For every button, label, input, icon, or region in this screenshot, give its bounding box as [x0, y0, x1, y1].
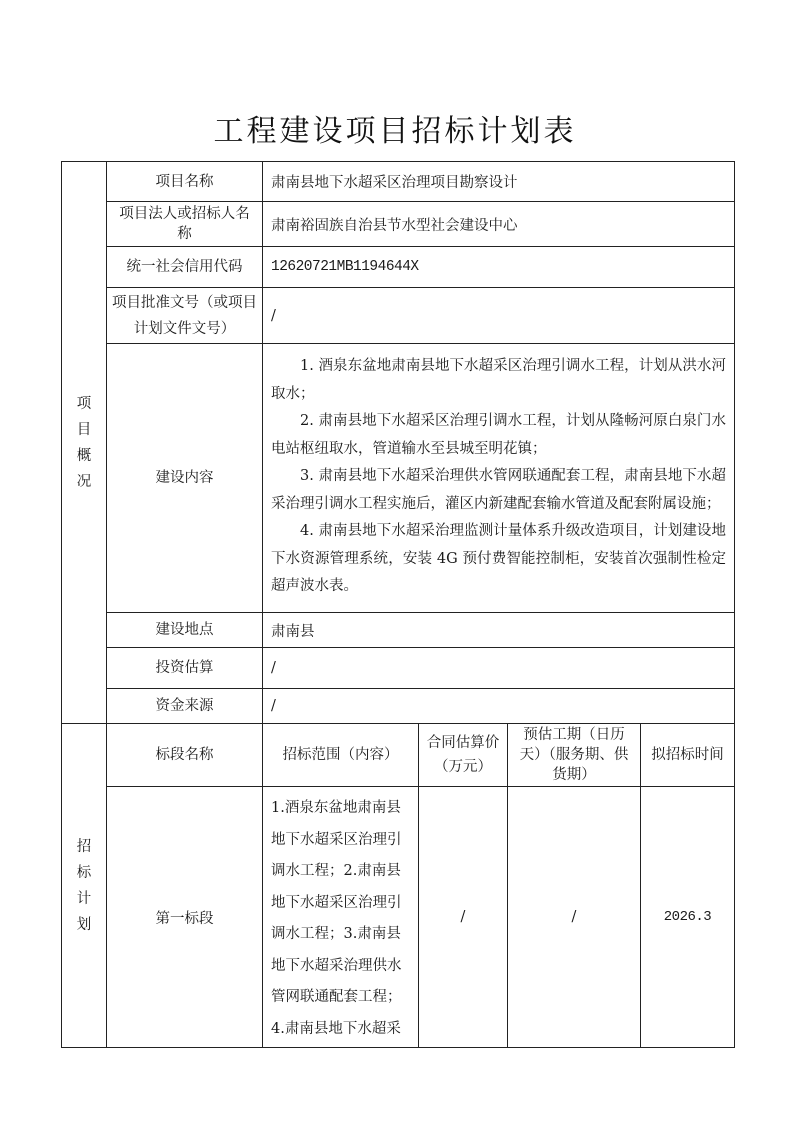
row-location [62, 613, 735, 648]
section-label-overview: 项 目 概 况 [62, 162, 107, 724]
label-credit-code: 统一社会信用代码 [107, 247, 263, 288]
value-project-name: 肃南县地下水超采区治理项目勘察设计 [263, 162, 735, 202]
value-approval-number: / [263, 288, 735, 344]
table-row [62, 787, 735, 1048]
document-title: 工程建设项目招标计划表 [213, 114, 577, 149]
row-approval-number [62, 288, 735, 344]
value-credit-code: 12620721MB1194644X [263, 247, 735, 288]
header-scope: 招标范围（内容） [263, 724, 419, 787]
value-construction-content [263, 344, 735, 613]
lot-bid-time: 2026.3 [641, 787, 735, 1048]
row-tenderer [62, 202, 735, 247]
label-location: 建设地点 [107, 613, 263, 648]
value-funding-source: / [263, 689, 735, 724]
header-duration: 预估工期（日历天）（服务期、供货期） [508, 724, 641, 787]
content-item-4: 4. 肃南县地下水超采治理监测计量体系升级改造项目，计划建设地下水资源管理系统，安装 4G 预付费智能控制柜，安装首次强制性检定超声波水表。 [271, 523, 726, 595]
label-funding-source: 资金来源 [107, 689, 263, 724]
label-approval-number: 项目批准文号（或项目计划文件文号） [107, 288, 263, 344]
header-lot-name: 标段名称 [107, 724, 263, 787]
label-investment-estimate: 投资估算 [107, 648, 263, 689]
value-tenderer: 肃南裕固族自治县节水型社会建设中心 [263, 202, 735, 247]
value-location: 肃南县 [263, 613, 735, 648]
bidding-header-row [62, 724, 735, 787]
row-funding-source [62, 689, 735, 724]
content-item-2: 2. 肃南县地下水超采区治理引调水工程，计划从隆畅河原白泉门水电站枢纽取水，管道输水至县城至明花镇； [271, 413, 726, 457]
section-label-bidding: 招 标 计 划 [62, 724, 107, 1048]
content-item-3: 3. 肃南县地下水超采治理供水管网联通配套工程，肃南县地下水超采治理引调水工程实施后，灌区内新建配套输水管道及配套附属设施； [271, 468, 726, 512]
row-project-name [62, 162, 735, 202]
lot-duration: / [508, 787, 641, 1048]
row-credit-code [62, 247, 735, 288]
label-tenderer: 项目法人或招标人名称 [107, 202, 263, 247]
label-construction-content: 建设内容 [107, 344, 263, 613]
bidding-plan-table [61, 161, 735, 1048]
header-bid-time: 拟招标时间 [641, 724, 735, 787]
row-construction-content [62, 344, 735, 613]
header-contract-price: 合同估算价（万元） [419, 724, 508, 787]
lot-contract-price: / [419, 787, 508, 1048]
lot-scope: 1.酒泉东盆地肃南县地下水超采区治理引调水工程；2.肃南县地下水超采区治理引调水工程；3.肃南县地下水超采治理供水管网联通配套工程；4.肃南县地下水超采 [263, 787, 419, 1048]
lot-name: 第一标段 [107, 787, 263, 1048]
content-item-1: 1. 酒泉东盆地肃南县地下水超采区治理引调水工程，计划从洪水河取水； [271, 358, 726, 402]
label-project-name: 项目名称 [107, 162, 263, 202]
row-investment-estimate [62, 648, 735, 689]
value-investment-estimate: / [263, 648, 735, 689]
